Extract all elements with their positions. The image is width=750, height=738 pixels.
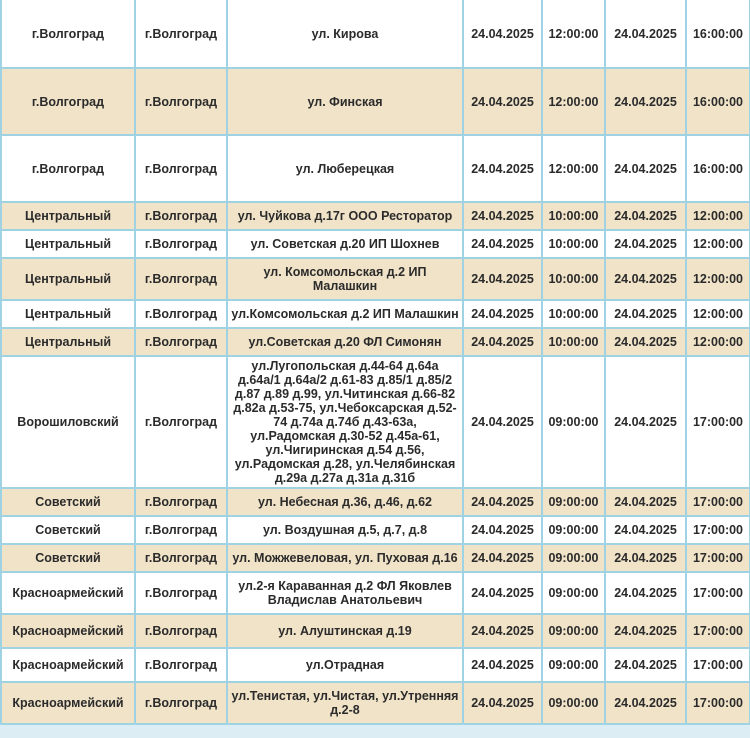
cell-city: г.Волгоград xyxy=(135,135,227,202)
cell-start-time: 10:00:00 xyxy=(542,230,605,258)
table-row xyxy=(1,68,750,135)
cell-end-date: 24.04.2025 xyxy=(605,488,686,516)
cell-end-time: 17:00:00 xyxy=(686,516,750,544)
cell-city: г.Волгоград xyxy=(135,648,227,682)
table-row xyxy=(1,135,750,202)
cell-address: ул. Можжевеловая, ул. Пуховая д.16 xyxy=(227,544,463,572)
table-row xyxy=(1,544,750,572)
cell-address: ул. Чуйкова д.17г ООО Ресторатор xyxy=(227,202,463,230)
cell-end-time: 16:00:00 xyxy=(686,135,750,202)
cell-start-time: 10:00:00 xyxy=(542,300,605,328)
cell-end-date: 24.04.2025 xyxy=(605,516,686,544)
cell-end-date: 24.04.2025 xyxy=(605,0,686,68)
cell-start-date: 24.04.2025 xyxy=(463,614,542,648)
cell-end-time: 12:00:00 xyxy=(686,258,750,300)
table-row xyxy=(1,614,750,648)
table-row xyxy=(1,202,750,230)
cell-district: Красноармейский xyxy=(1,682,135,724)
cell-district: Центральный xyxy=(1,258,135,300)
cell-end-time: 17:00:00 xyxy=(686,356,750,488)
cell-address: ул.Лугопольская д.44-64 д.64а д.64а/1 д.64а/2 д.61-83 д.85/1 д.85/2 д.87 д.89 д.99, ул.Читинская д.66-82 д.82а д.53-75, ул.Чебоксарская д.52-74 д.74а д.74б д.43-63а, ул.Радомская д.30-52 д.45а-61, ул.Чигиринская д.54 д.56, ул.Радомская д.28, ул.Челябинская д.29а д.27а д.31а д.31б xyxy=(227,356,463,488)
cell-end-time: 17:00:00 xyxy=(686,614,750,648)
cell-start-date: 24.04.2025 xyxy=(463,300,542,328)
table-row xyxy=(1,328,750,356)
cell-address: ул.Комсомольская д.2 ИП Малашкин xyxy=(227,300,463,328)
cell-district: г.Волгоград xyxy=(1,68,135,135)
cell-end-time: 16:00:00 xyxy=(686,68,750,135)
cell-start-date: 24.04.2025 xyxy=(463,544,542,572)
cell-end-date: 24.04.2025 xyxy=(605,328,686,356)
cell-start-date: 24.04.2025 xyxy=(463,230,542,258)
cell-address: ул.Тенистая, ул.Чистая, ул.Утренняя д.2-8 xyxy=(227,682,463,724)
cell-end-time: 17:00:00 xyxy=(686,544,750,572)
cell-start-time: 09:00:00 xyxy=(542,488,605,516)
table-row xyxy=(1,682,750,724)
cell-start-time: 12:00:00 xyxy=(542,0,605,68)
cell-start-date: 24.04.2025 xyxy=(463,488,542,516)
cell-end-time: 17:00:00 xyxy=(686,572,750,614)
cell-start-time: 09:00:00 xyxy=(542,682,605,724)
cell-end-time: 12:00:00 xyxy=(686,328,750,356)
table-row xyxy=(1,0,750,68)
cell-start-date: 24.04.2025 xyxy=(463,0,542,68)
cell-end-date: 24.04.2025 xyxy=(605,682,686,724)
cell-city: г.Волгоград xyxy=(135,516,227,544)
cell-end-date: 24.04.2025 xyxy=(605,300,686,328)
cell-start-date: 24.04.2025 xyxy=(463,135,542,202)
table-row xyxy=(1,356,750,488)
cell-city: г.Волгоград xyxy=(135,202,227,230)
cell-start-time: 10:00:00 xyxy=(542,328,605,356)
table-row xyxy=(1,648,750,682)
table-row xyxy=(1,230,750,258)
table-row xyxy=(1,488,750,516)
cell-start-date: 24.04.2025 xyxy=(463,258,542,300)
cell-district: Советский xyxy=(1,516,135,544)
cell-end-date: 24.04.2025 xyxy=(605,135,686,202)
cell-address: ул. Кирова xyxy=(227,0,463,68)
cell-end-time: 12:00:00 xyxy=(686,202,750,230)
cell-start-date: 24.04.2025 xyxy=(463,356,542,488)
cell-start-time: 10:00:00 xyxy=(542,258,605,300)
cell-city: г.Волгоград xyxy=(135,0,227,68)
cell-district: Советский xyxy=(1,488,135,516)
cell-end-time: 17:00:00 xyxy=(686,648,750,682)
cell-city: г.Волгоград xyxy=(135,356,227,488)
cell-end-time: 17:00:00 xyxy=(686,488,750,516)
cell-start-time: 09:00:00 xyxy=(542,356,605,488)
cell-district: г.Волгоград xyxy=(1,0,135,68)
cell-district: Центральный xyxy=(1,230,135,258)
table-row xyxy=(1,572,750,614)
cell-district: Центральный xyxy=(1,300,135,328)
cell-city: г.Волгоград xyxy=(135,68,227,135)
cell-city: г.Волгоград xyxy=(135,300,227,328)
cell-district: Ворошиловский xyxy=(1,356,135,488)
cell-start-time: 09:00:00 xyxy=(542,614,605,648)
cell-start-date: 24.04.2025 xyxy=(463,648,542,682)
cell-city: г.Волгоград xyxy=(135,614,227,648)
cell-district: Красноармейский xyxy=(1,614,135,648)
table-row xyxy=(1,300,750,328)
cell-district: Красноармейский xyxy=(1,572,135,614)
cell-address: ул.2-я Караванная д.2 ФЛ Яковлев Владислав Анатольевич xyxy=(227,572,463,614)
cell-end-date: 24.04.2025 xyxy=(605,572,686,614)
cell-address: ул. Советская д.20 ИП Шохнев xyxy=(227,230,463,258)
cell-end-time: 12:00:00 xyxy=(686,300,750,328)
cell-start-date: 24.04.2025 xyxy=(463,68,542,135)
cell-start-time: 09:00:00 xyxy=(542,516,605,544)
cell-address: ул.Советская д.20 ФЛ Симонян xyxy=(227,328,463,356)
cell-start-time: 12:00:00 xyxy=(542,68,605,135)
cell-end-date: 24.04.2025 xyxy=(605,544,686,572)
cell-address: ул.Отрадная xyxy=(227,648,463,682)
cell-address: ул. Алуштинская д.19 xyxy=(227,614,463,648)
table-row xyxy=(1,258,750,300)
cell-start-date: 24.04.2025 xyxy=(463,516,542,544)
cell-district: Советский xyxy=(1,544,135,572)
cell-city: г.Волгоград xyxy=(135,544,227,572)
cell-city: г.Волгоград xyxy=(135,328,227,356)
cell-address: ул. Комсомольская д.2 ИП Малашкин xyxy=(227,258,463,300)
cell-end-date: 24.04.2025 xyxy=(605,230,686,258)
cell-address: ул. Небесная д.36, д.46, д.62 xyxy=(227,488,463,516)
cell-city: г.Волгоград xyxy=(135,488,227,516)
cell-end-date: 24.04.2025 xyxy=(605,202,686,230)
cell-district: Центральный xyxy=(1,202,135,230)
cell-district: Красноармейский xyxy=(1,648,135,682)
table-row xyxy=(1,516,750,544)
cell-end-date: 24.04.2025 xyxy=(605,614,686,648)
cell-start-date: 24.04.2025 xyxy=(463,328,542,356)
cell-start-time: 09:00:00 xyxy=(542,572,605,614)
cell-end-time: 12:00:00 xyxy=(686,230,750,258)
cell-address: ул. Финская xyxy=(227,68,463,135)
cell-end-date: 24.04.2025 xyxy=(605,356,686,488)
cell-end-time: 16:00:00 xyxy=(686,0,750,68)
cell-start-time: 09:00:00 xyxy=(542,648,605,682)
cell-end-date: 24.04.2025 xyxy=(605,648,686,682)
cell-city: г.Волгоград xyxy=(135,230,227,258)
cell-district: г.Волгоград xyxy=(1,135,135,202)
cell-start-time: 12:00:00 xyxy=(542,135,605,202)
cell-start-time: 10:00:00 xyxy=(542,202,605,230)
cell-start-date: 24.04.2025 xyxy=(463,202,542,230)
cell-start-time: 09:00:00 xyxy=(542,544,605,572)
cell-city: г.Волгоград xyxy=(135,258,227,300)
cell-end-time: 17:00:00 xyxy=(686,682,750,724)
cell-address: ул. Воздушная д.5, д.7, д.8 xyxy=(227,516,463,544)
cell-start-date: 24.04.2025 xyxy=(463,682,542,724)
cell-end-date: 24.04.2025 xyxy=(605,68,686,135)
cell-start-date: 24.04.2025 xyxy=(463,572,542,614)
cell-district: Центральный xyxy=(1,328,135,356)
cell-end-date: 24.04.2025 xyxy=(605,258,686,300)
cell-city: г.Волгоград xyxy=(135,682,227,724)
cell-address: ул. Люберецкая xyxy=(227,135,463,202)
cell-city: г.Волгоград xyxy=(135,572,227,614)
